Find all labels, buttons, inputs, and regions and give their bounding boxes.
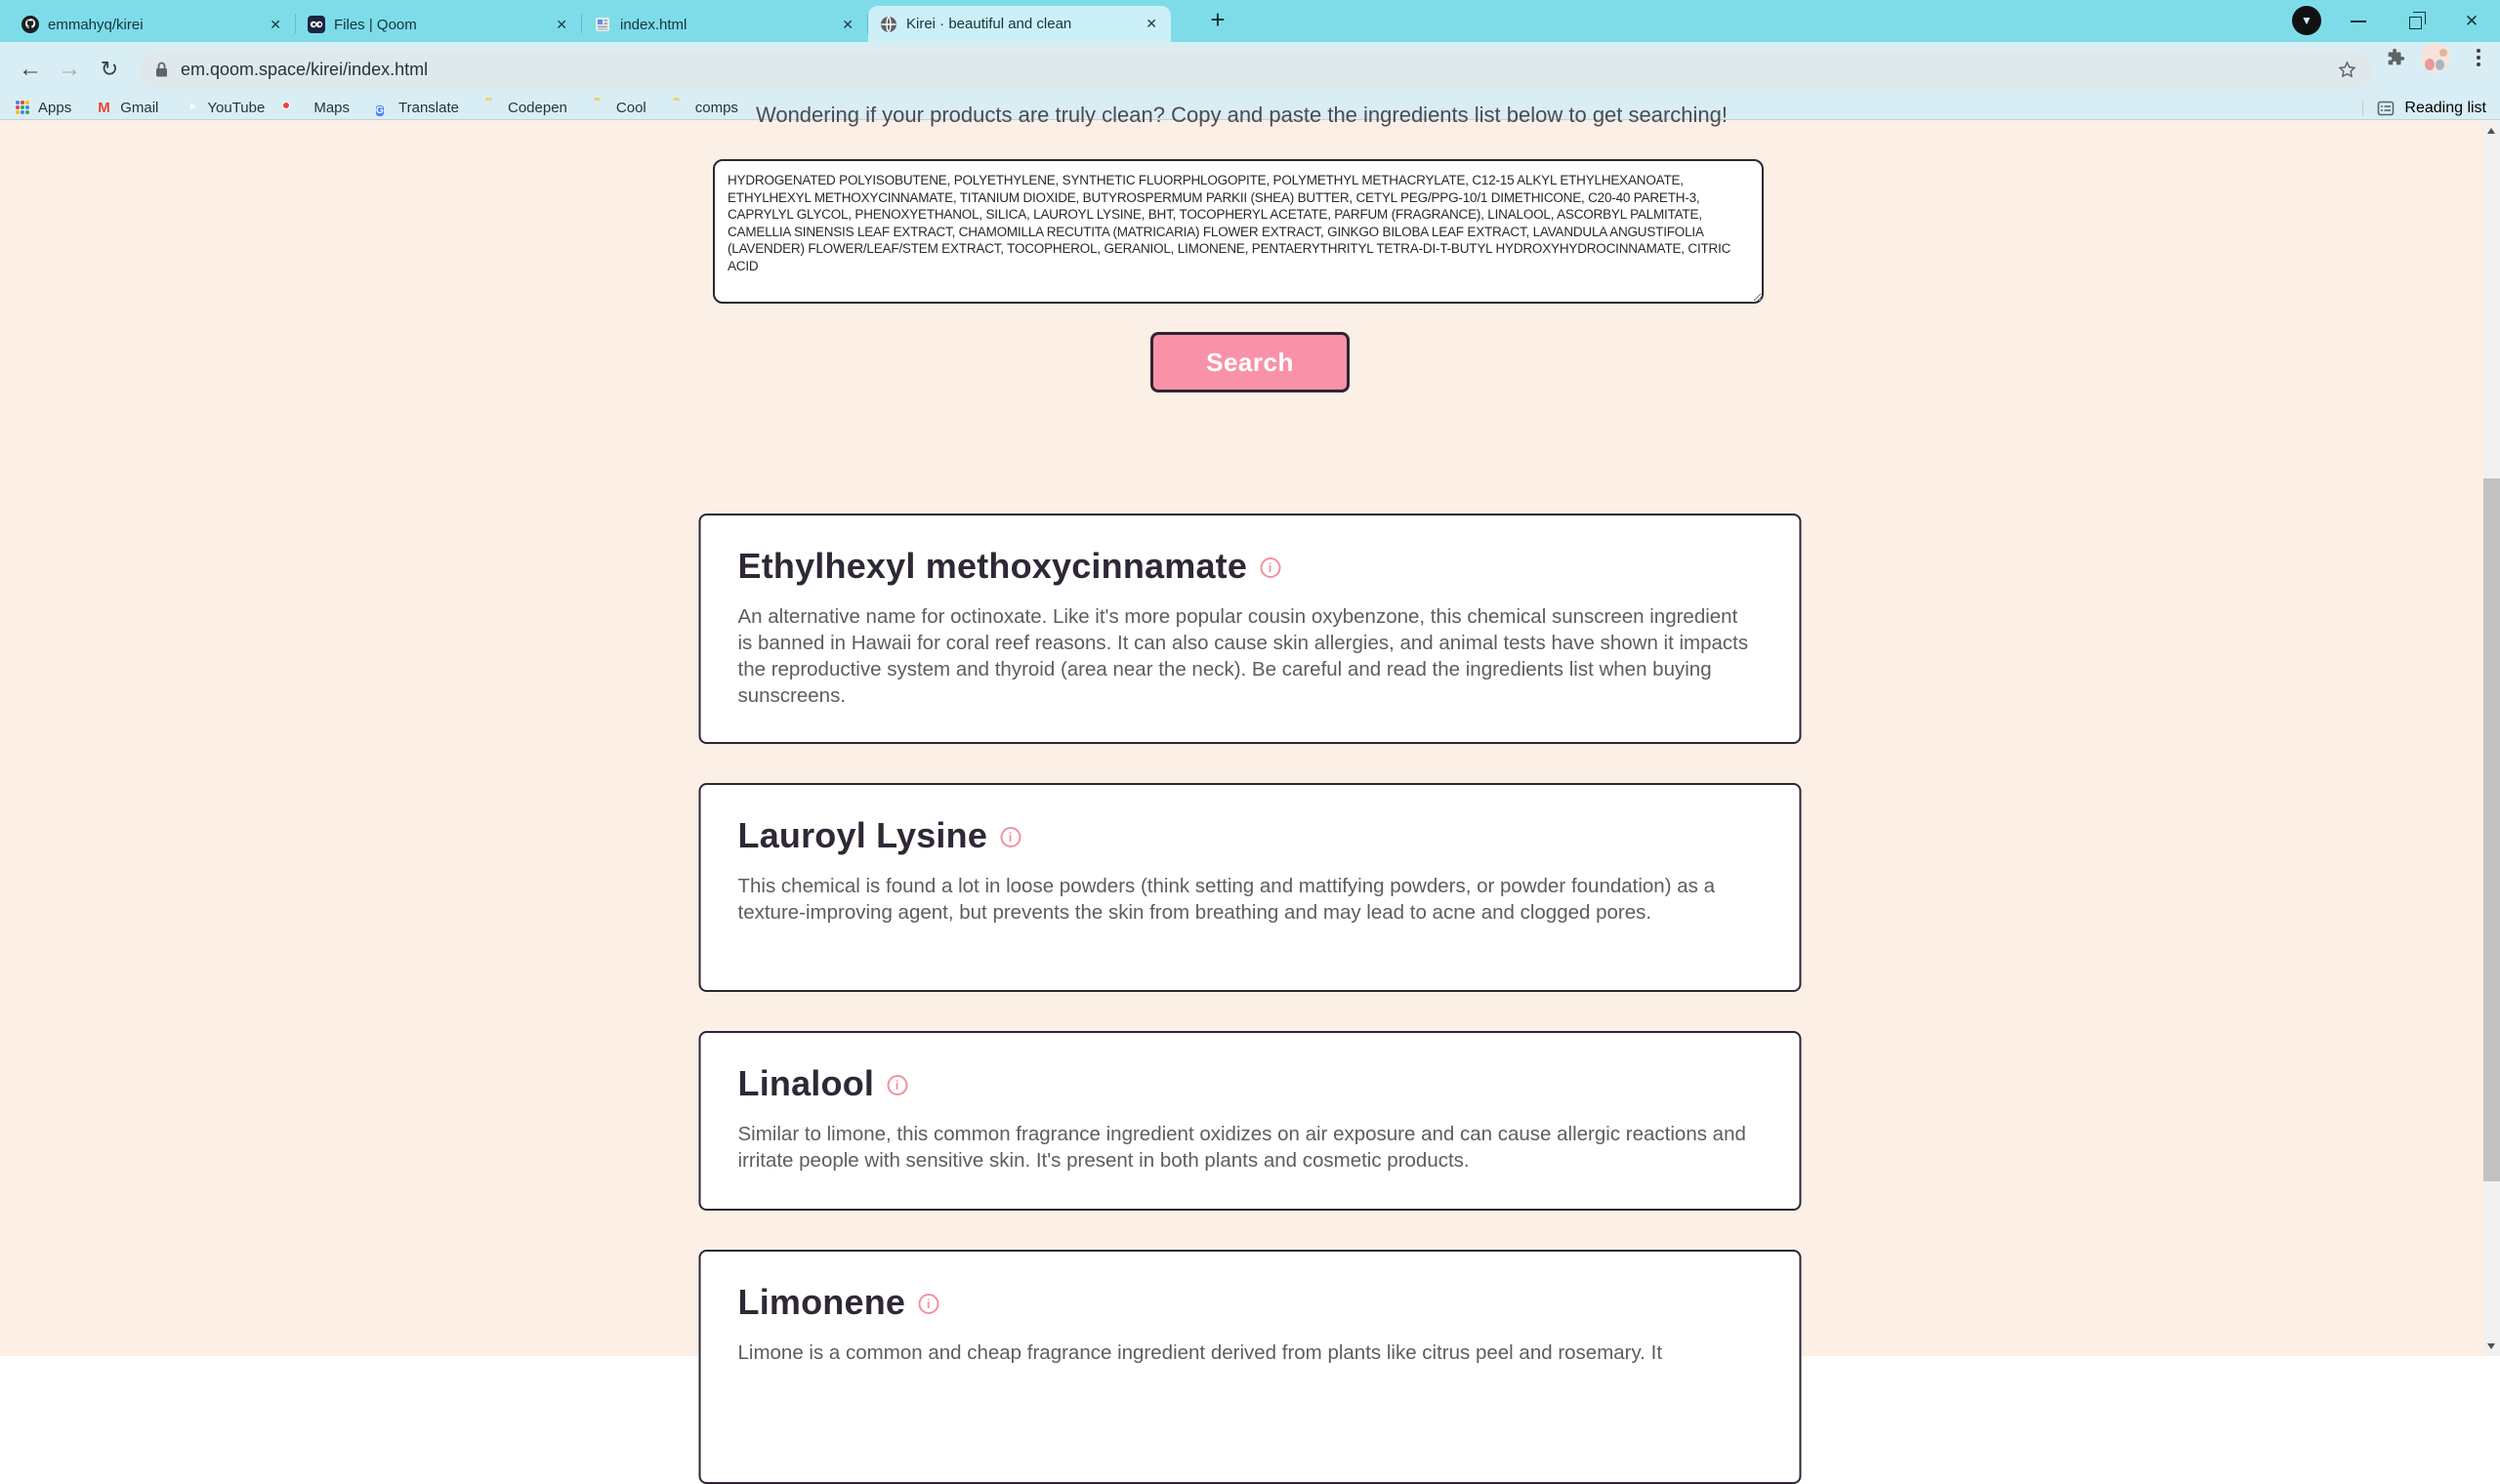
bookmark-label: Translate [398,100,459,116]
ingredient-name-text: Ethylhexyl methoxycinnamate [737,546,1248,586]
tab-title: Kirei · beautiful and clean [906,16,1072,32]
browser-toolbar [0,42,2500,97]
tab-strip [10,0,1171,42]
result-card [699,1031,1802,1211]
extensions-icon[interactable] [2380,42,2411,73]
ingredient-name [738,812,1755,859]
info-icon[interactable]: i [887,1075,907,1095]
tab-close-icon[interactable]: ✕ [556,16,567,32]
reload-button[interactable]: ↻ [100,57,119,81]
result-card [699,1250,1802,1484]
ingredient-name-text: Lauroyl Lysine [737,815,988,855]
results-list [699,514,1802,1484]
ingredient-description: Similar to limone, this common fragrance ingredient oxidizes on air exposure and can cause allergic reactions and irritate people with sensitive skin. It's present in both plants and cosmetic products. [737,1123,1746,1172]
scrollbar-thumb[interactable] [2483,478,2500,1181]
forward-button[interactable]: → [58,56,81,82]
ingredient-description: An alternative name for octinoxate. Like it's more popular cousin oxybenzone, this chemical sunscreen ingredient is banned in Hawaii for coral reef reasons. It can also cause skin allergies, and animal tests have shown it impacts the reproductive system and thyroid (area near the neck). Be careful and read the ingredients list when buying sunscreens. [737,605,1749,707]
ingredient-name [738,543,1755,590]
tab-search-button[interactable]: ▼ [2292,6,2321,35]
scroll-down-arrow[interactable] [2483,1338,2500,1354]
bookmark-star-icon[interactable] [2337,60,2357,80]
tab-title: emmahyq/kirei [48,16,144,33]
bookmark-label: comps [694,100,738,116]
ingredient-description: Limone is a common and cheap fragrance ingredient derived from plants like citrus peel and rosemary. It [737,1341,1663,1364]
lock-icon [154,61,169,78]
minimize-icon [2351,21,2366,22]
minimize-button[interactable] [2336,0,2381,42]
url-text[interactable]: em.qoom.space/kirei/index.html [181,59,429,79]
qoom-icon [308,16,325,33]
ingredient-description: This chemical is found a lot in loose powders (think setting and mattifying powders, or powder foundation) as a texture-improving agent, but prevents the skin from breathing and may lead to acne and clogged pores. [737,875,1715,924]
tab-close-icon[interactable]: ✕ [842,16,854,32]
intro-text-clipped: Wondering if your products are truly clean? Copy and paste the ingredients list below to get searching! [755,103,1729,127]
ingredient-name [738,1279,1755,1326]
bookmark-label: Maps [313,100,351,116]
tab-index-html[interactable] [582,7,867,42]
new-tab-button[interactable]: + [1210,5,1226,34]
ingredients-input[interactable] [713,159,1764,304]
vertical-scrollbar[interactable] [2483,120,2500,1356]
scroll-up-arrow[interactable] [2483,122,2500,139]
reading-list-label: Reading list [2404,99,2486,116]
bookmark-label: Apps [38,100,72,116]
info-icon[interactable]: i [1260,557,1280,578]
browser-titlebar [0,0,2500,42]
window-close-button[interactable]: ✕ [2464,12,2479,30]
tab-qoom-files[interactable] [296,7,581,42]
tab-close-icon[interactable]: ✕ [270,16,281,32]
chrome-menu-icon[interactable] [2463,42,2494,73]
gmail-icon: M [98,99,110,116]
bookmark-label: YouTube [207,100,266,116]
address-bar[interactable] [139,50,2373,89]
ingredient-name-text: Linalool [737,1063,875,1103]
ingredient-name [738,1060,1755,1107]
tab-kirei-active[interactable] [868,6,1171,42]
bookmark-label: Cool [615,100,646,116]
result-card [699,514,1802,744]
tab-github[interactable] [10,7,295,42]
search-button[interactable]: Search [1150,332,1350,392]
tab-close-icon[interactable]: ✕ [1146,16,1157,31]
info-icon[interactable]: i [918,1294,938,1314]
tab-title: index.html [620,16,688,33]
result-card [699,783,1802,992]
github-icon [21,16,39,33]
avatar [2421,43,2450,72]
back-button[interactable]: ← [19,56,42,82]
maximize-icon [2409,17,2422,29]
bookmark-label: Codepen [508,100,567,116]
tab-title: Files | Qoom [334,16,417,33]
globe-icon [880,16,897,33]
ingredient-name-text: Limonene [737,1282,906,1322]
maximize-button[interactable] [2393,0,2438,42]
bookmark-label: Gmail [120,100,159,116]
info-icon[interactable]: i [1000,827,1021,847]
translate-icon: G [376,104,384,116]
document-icon [594,16,611,33]
profile-avatar[interactable] [2420,42,2451,73]
